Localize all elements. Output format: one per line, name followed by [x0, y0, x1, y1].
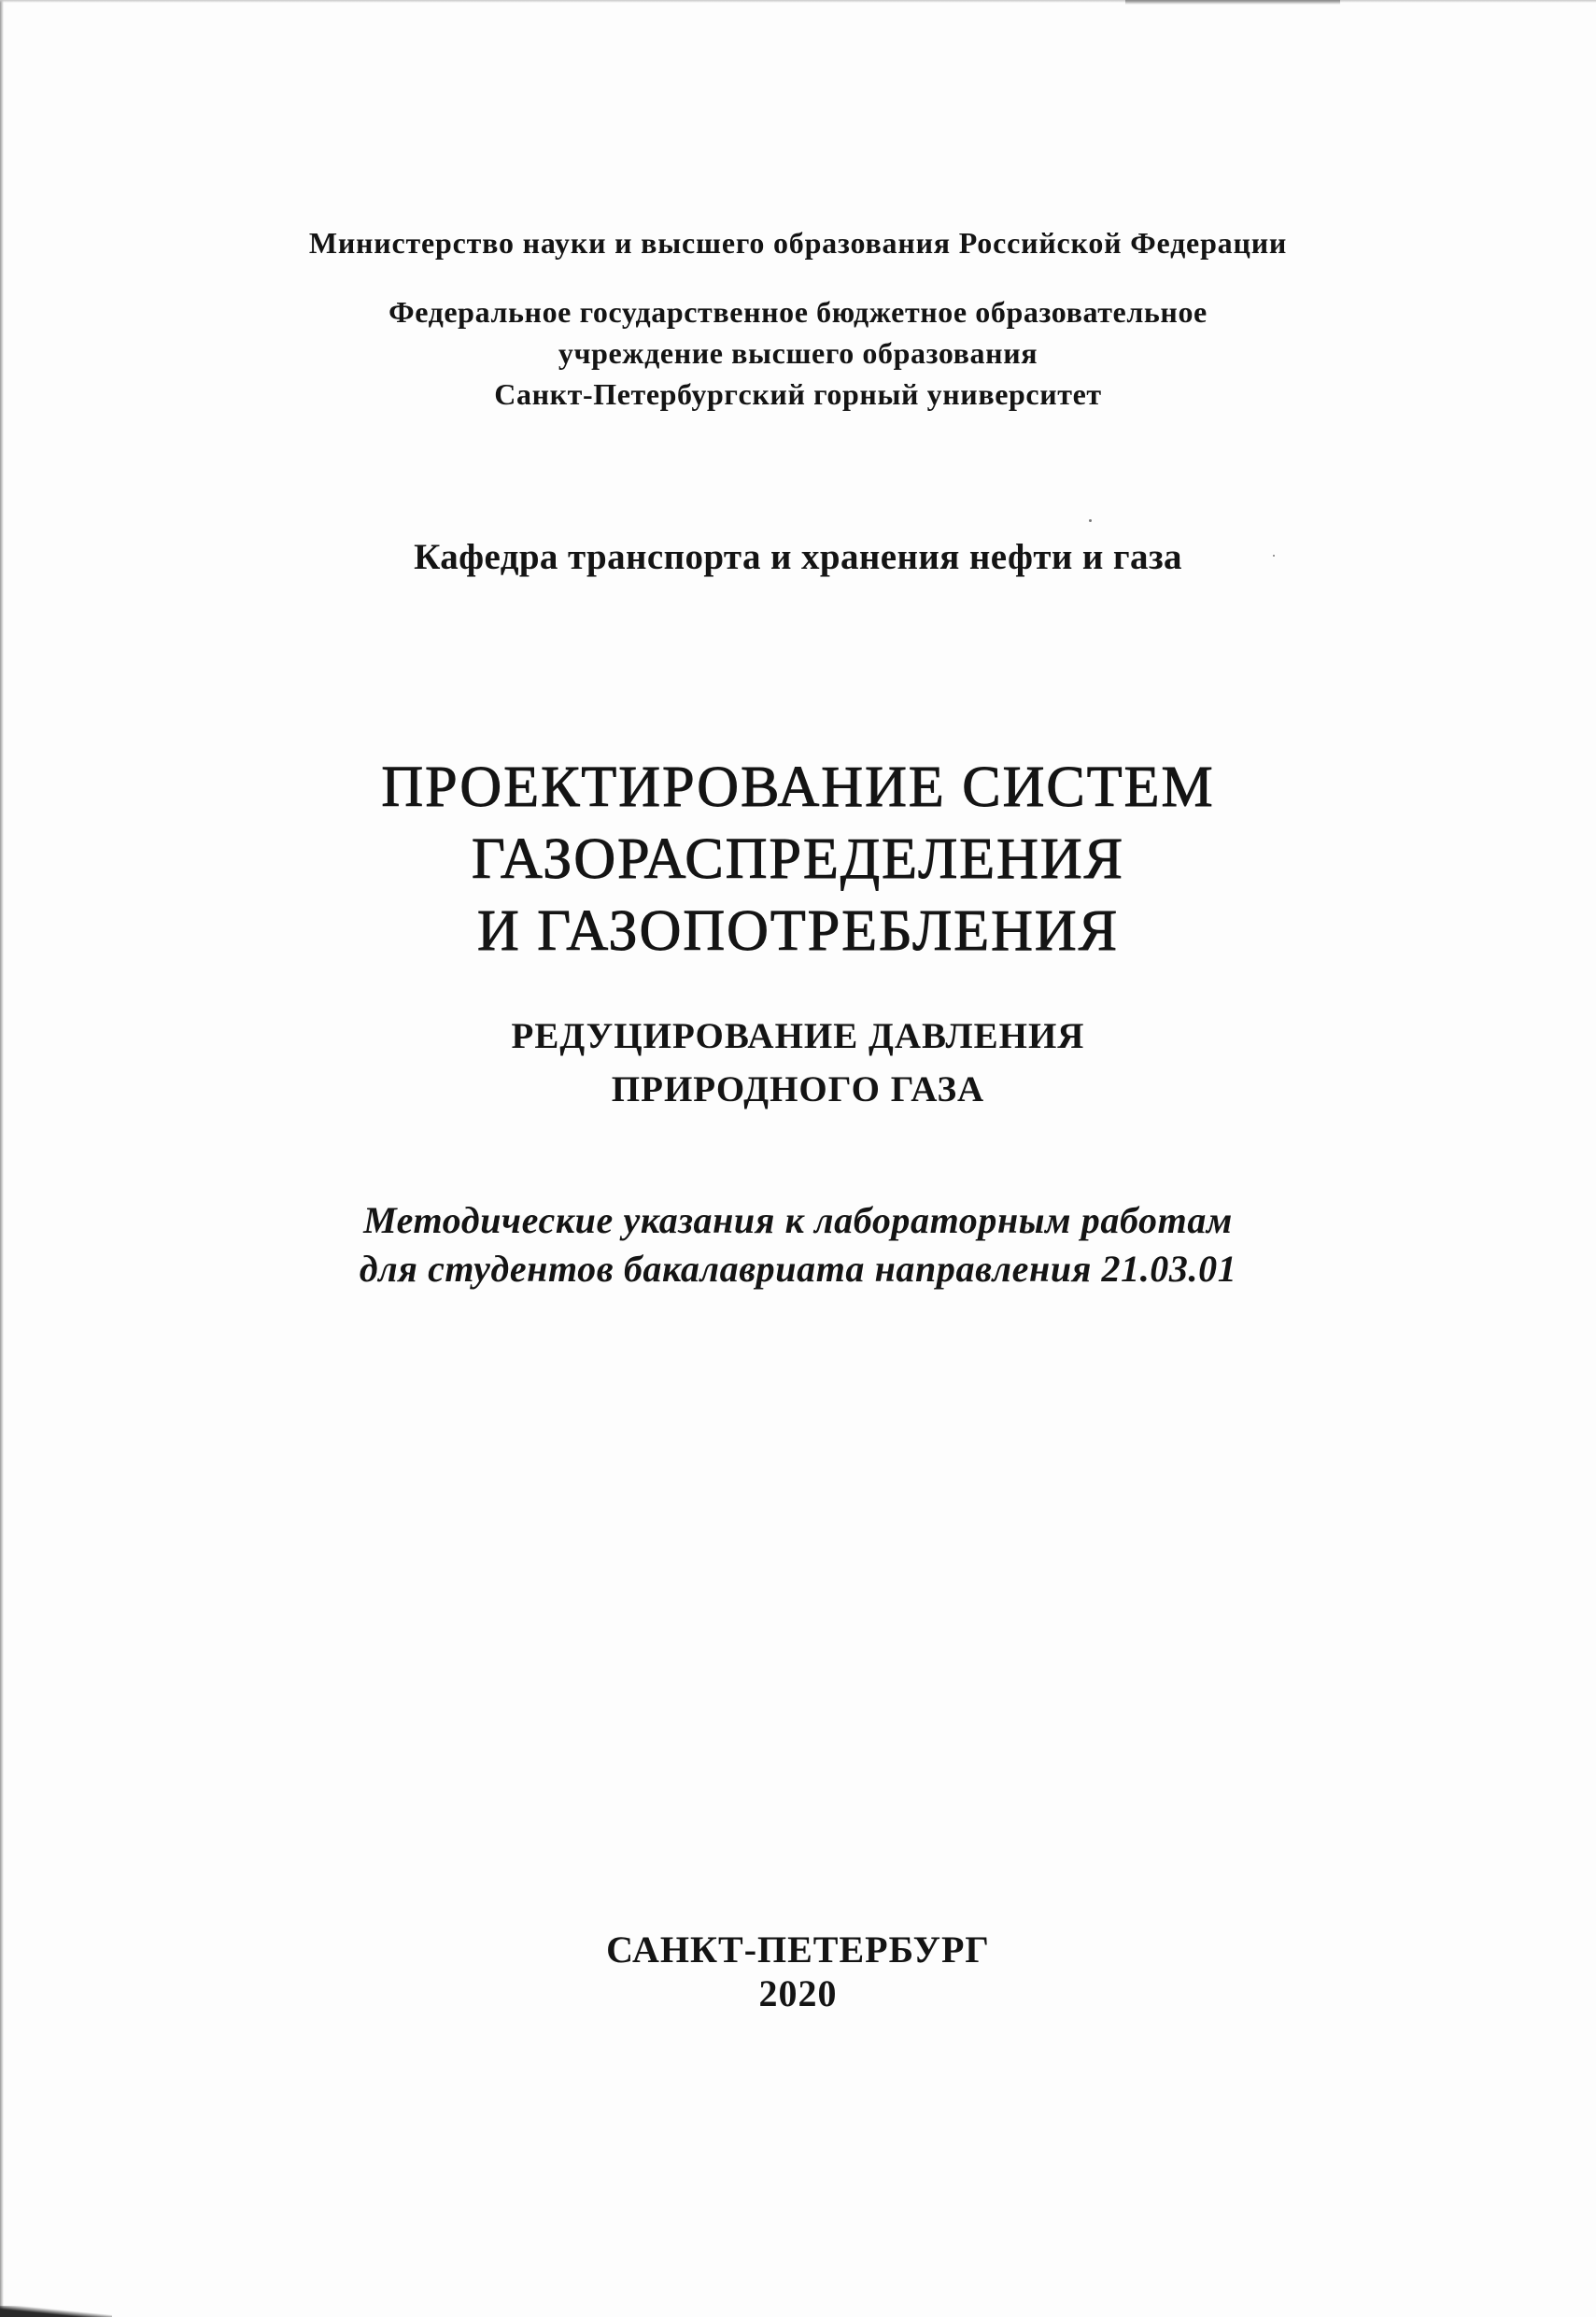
institution-line-2: учреждение высшего образования	[558, 336, 1038, 370]
department-name: Кафедра транспорта и хранения нефти и газа	[414, 537, 1182, 577]
document-subtitle-line-1: РЕДУЦИРОВАНИЕ ДАВЛЕНИЯ	[511, 1016, 1085, 1056]
institution-line-3: Санкт-Петербургский горный университет	[494, 377, 1102, 411]
scan-shadow-bottom-left	[0, 2306, 112, 2317]
document-description-line-2: для студентов бакалавриата направления 21.03.01	[359, 1248, 1237, 1290]
scan-edge-shadow-top	[0, 0, 1596, 3]
scan-shadow-top-right	[1125, 0, 1340, 5]
document-title-line-3: И ГАЗОПОТРЕБЛЕНИЯ	[476, 899, 1120, 963]
publication-city: САНКТ-ПЕТЕРБУРГ	[606, 1928, 990, 1971]
document-title-line-2: ГАЗОРАСПРЕДЕЛЕНИЯ	[471, 827, 1125, 891]
document-description-line-1: Методические указания к лабораторным работам	[363, 1199, 1233, 1241]
publication-year: 2020	[758, 1972, 838, 2014]
document-title-line-1: ПРОЕКТИРОВАНИЕ СИСТЕМ	[381, 756, 1215, 819]
scan-speck	[1089, 519, 1092, 522]
document-subtitle-line-2: ПРИРОДНОГО ГАЗА	[611, 1069, 985, 1109]
ministry-name: Министерство науки и высшего образования Российской Федерации	[308, 226, 1288, 260]
institution-line-1: Федеральное государственное бюджетное образовательное	[388, 295, 1208, 329]
